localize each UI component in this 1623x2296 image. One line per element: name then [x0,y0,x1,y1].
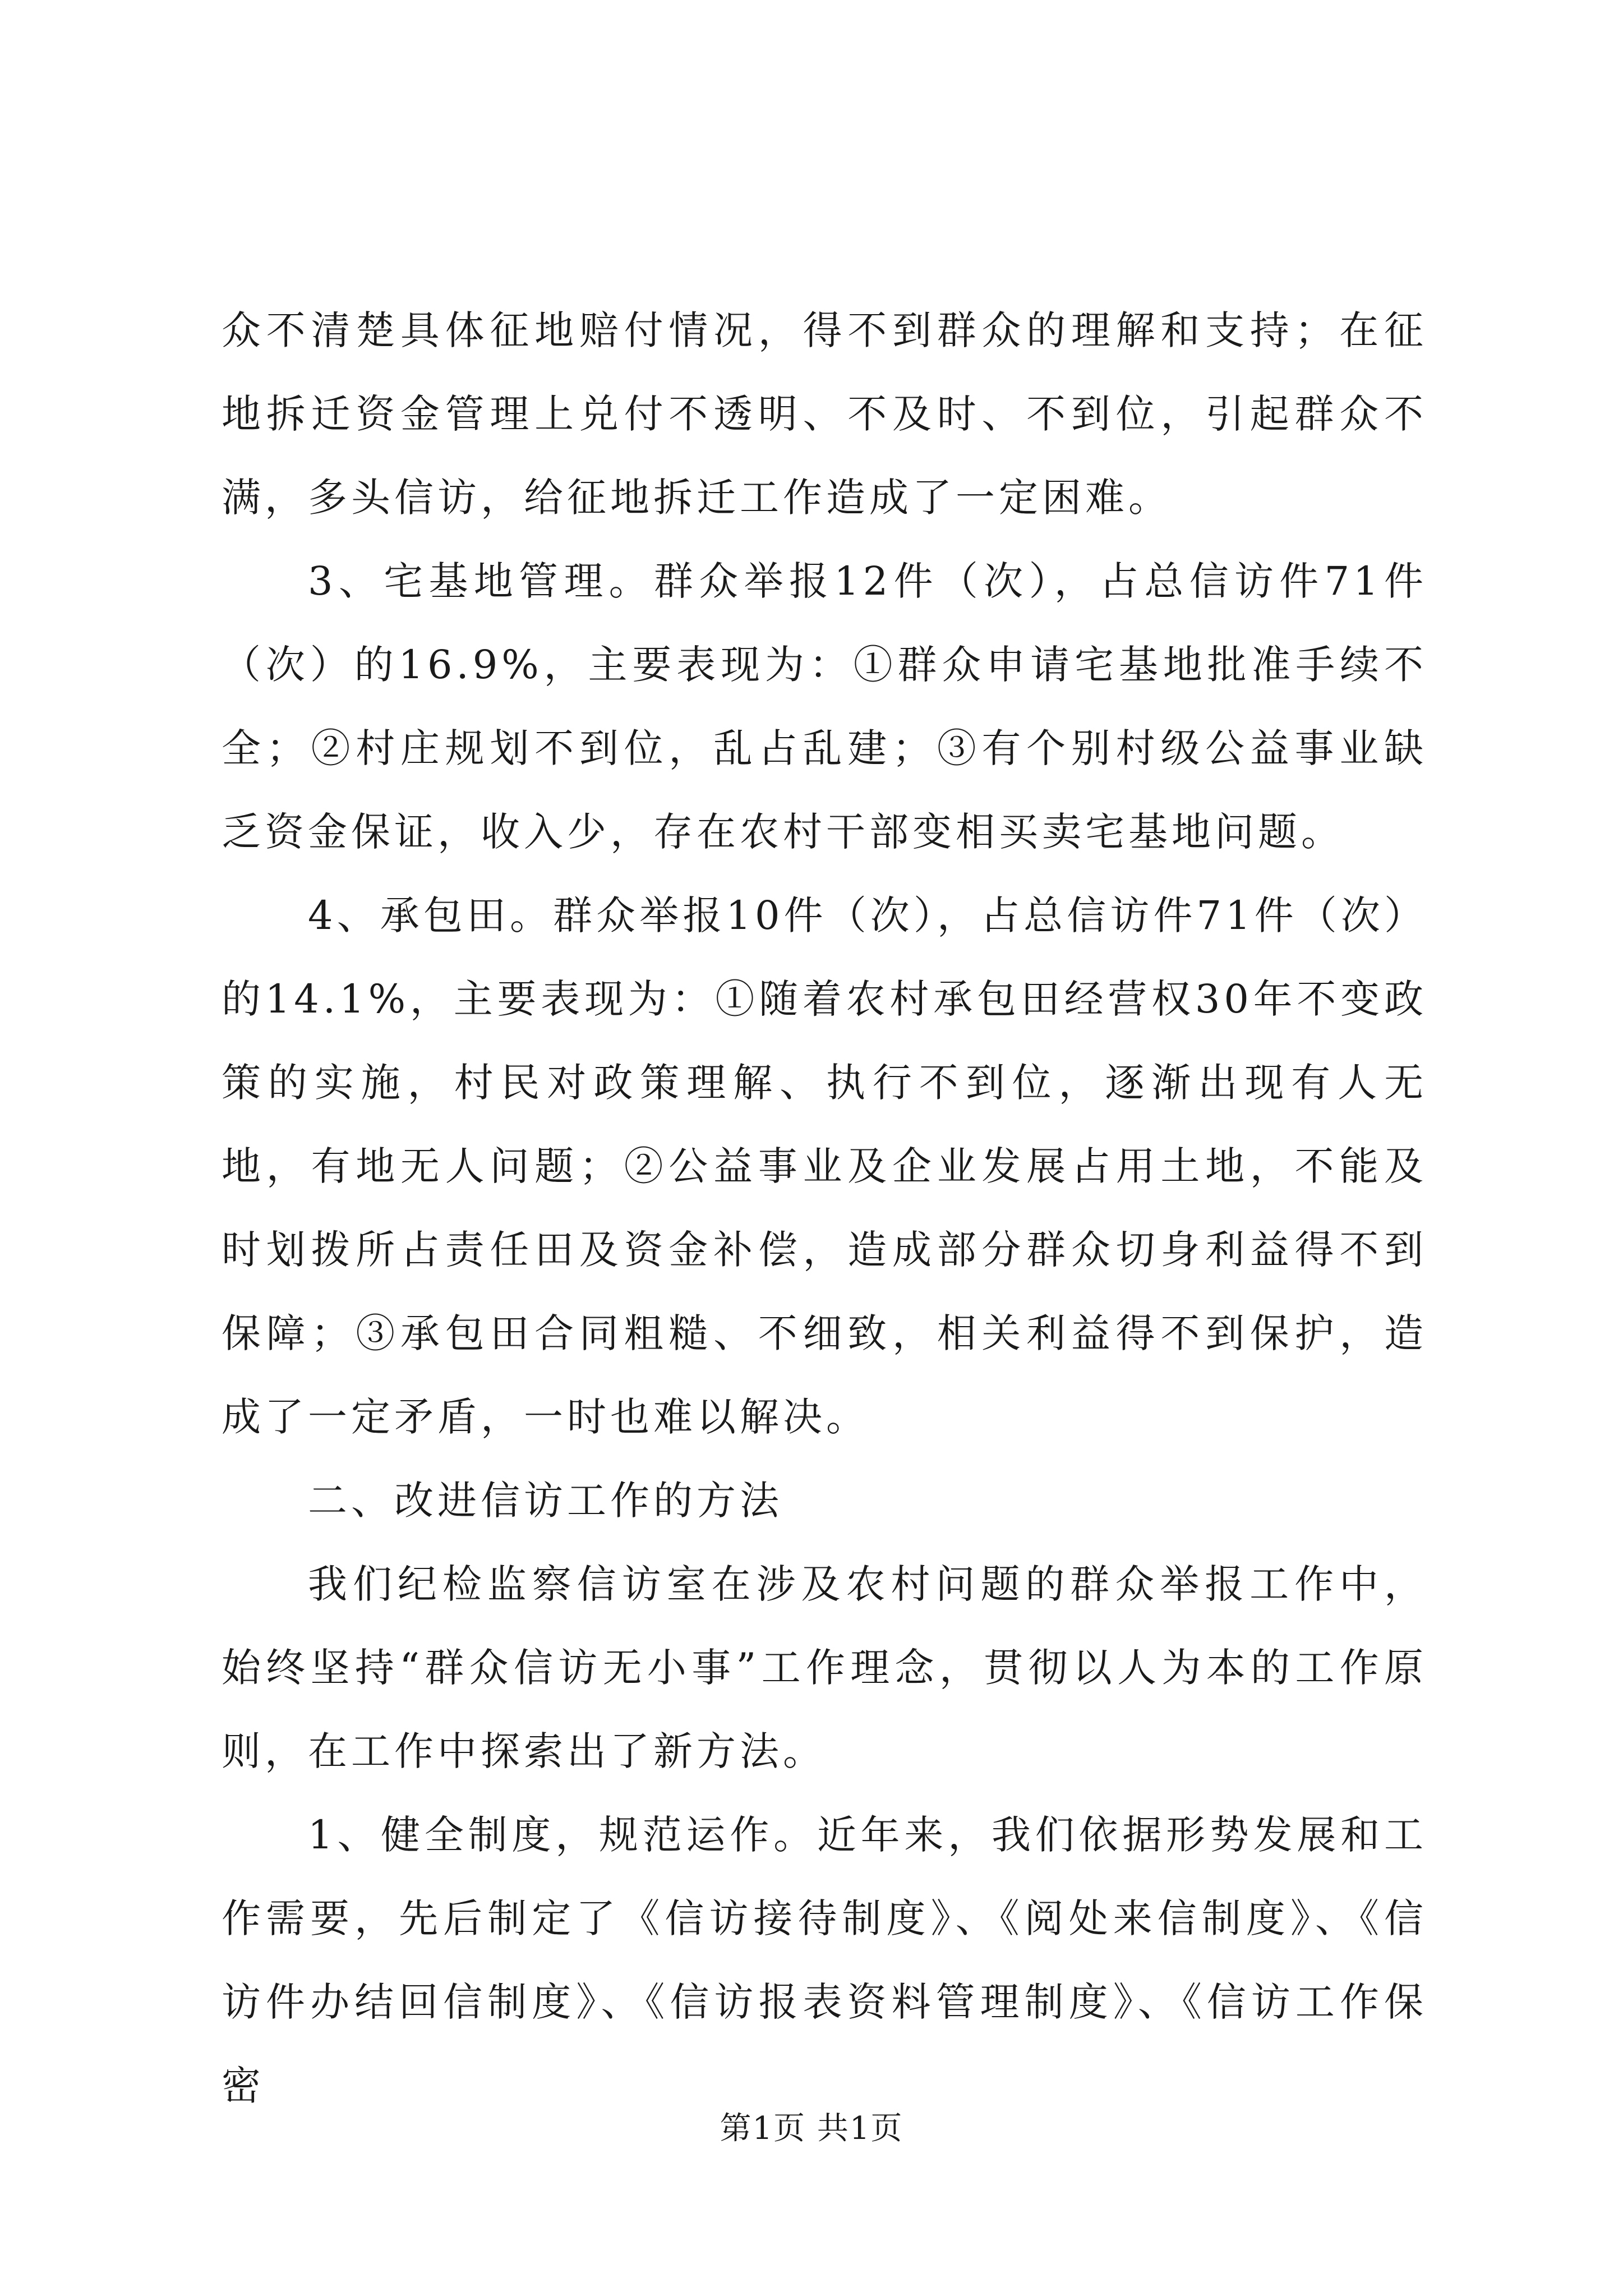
paragraph-homestead: 3、宅基地管理。群众举报12件（次），占总信访件71件（次）的16.9%，主要表现为：①群众申请宅基地批准手续不全；②村庄规划不到位，乱占乱建；③有个别村级公益事业缺乏资金保证，收入少，存在农村干部变相买卖宅基地问题。 [222,558,1427,855]
section-heading: 二、改进信访工作的方法 [308,1478,783,1524]
document-body [222,289,1427,2128]
paragraph-intro: 我们纪检监察信访室在涉及农村问题的群众举报工作中，始终坚持“群众信访无小事”工作理念，贯彻以人为本的工作原则，在工作中探索出了新方法。 [222,1561,1427,1774]
paragraph-continuation: 众不清楚具体征地赔付情况，得不到群众的理解和支持；在征地拆迁资金管理上兑付不透明、不及时、不到位，引起群众不满，多头信访，给征地拆迁工作造成了一定困难。 [222,307,1427,521]
paragraph-contracted-land: 4、承包田。群众举报10件（次），占总信访件71件（次）的14.1%，主要表现为：①随着农村承包田经营权30年不变政策的实施，村民对政策理解、执行不到位，逐渐出现有人无地，有地无人问题；②公益事业及企业发展占用土地，不能及时划拨所占责任田及资金补偿，造成部分群众切身利益得不到保障；③承包田合同粗糙、不细致，相关利益得不到保护，造成了一定矛盾，一时也难以解决。 [222,892,1427,1440]
paragraph-system: 1、健全制度，规范运作。近年来，我们依据形势发展和工作需要，先后制定了《信访接待制度》、《阅处来信制度》、《信访件办结回信制度》、《信访报表资料管理制度》、《信访工作保密 [222,1812,1427,2109]
page-number-footer: 第1页 共1页 [720,2110,903,2147]
